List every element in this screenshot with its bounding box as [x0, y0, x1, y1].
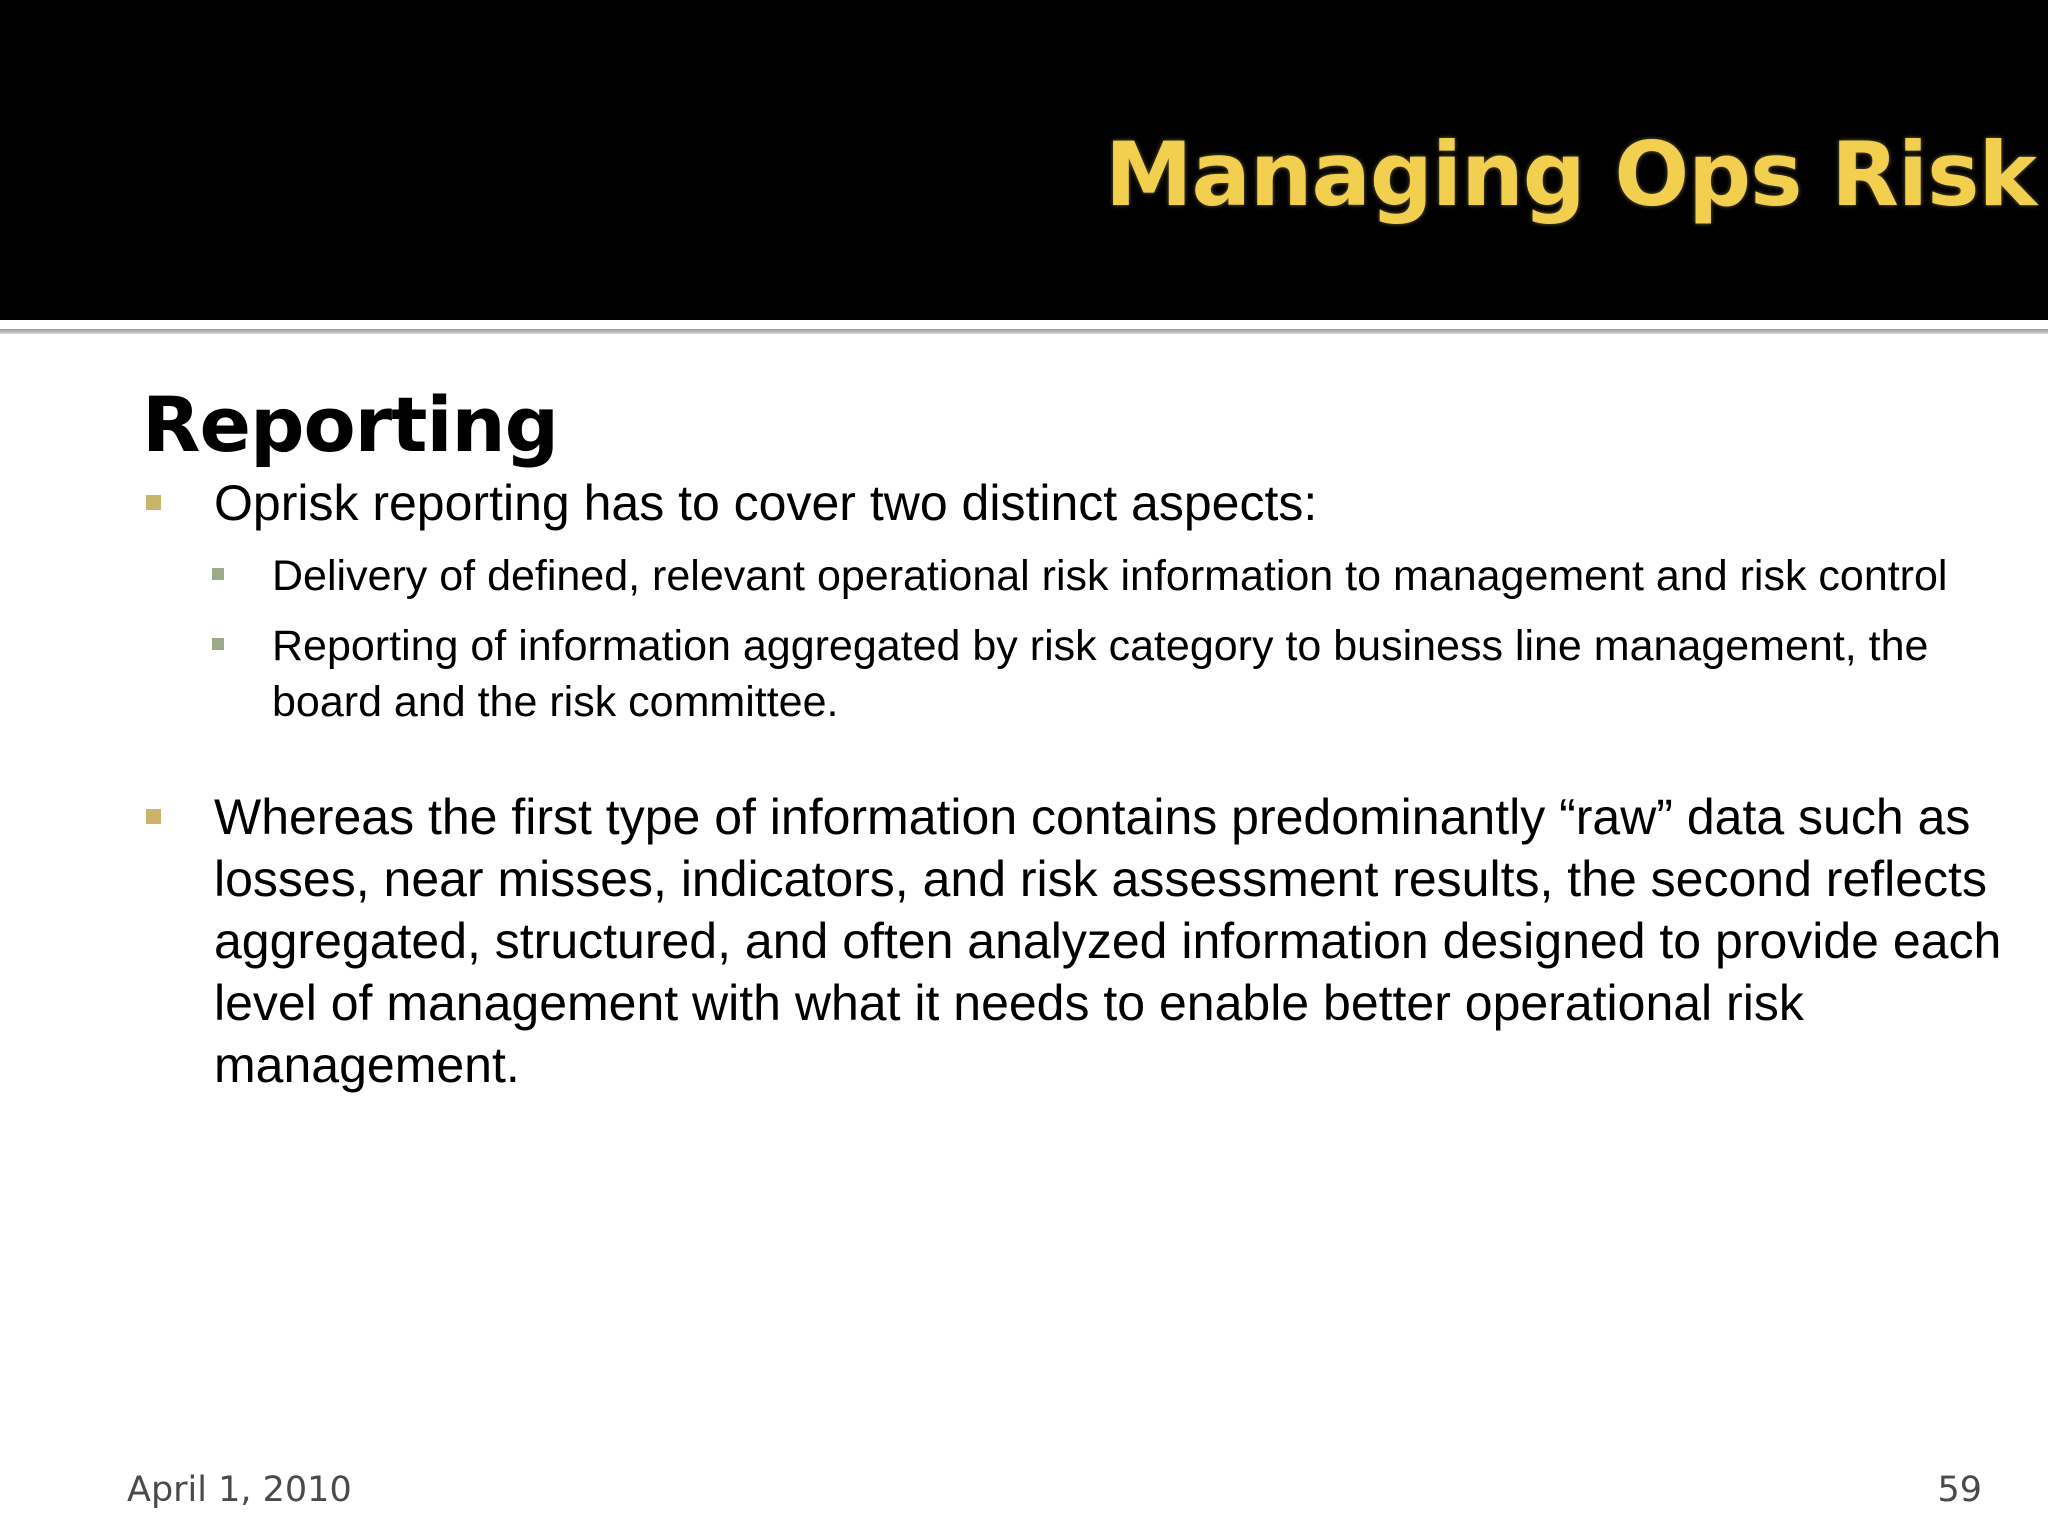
header-divider-grey	[0, 329, 2048, 334]
footer-page-number: 59	[1937, 1470, 1982, 1510]
slide-content	[142, 378, 2022, 1096]
sub-bullet-text-2: Reporting of information aggregated by risk category to business line management, the board and the risk committee.	[272, 622, 1929, 726]
sub-bullet-item-2	[207, 618, 2022, 730]
section-heading: Reporting	[142, 380, 559, 469]
sub-bullet-list	[142, 548, 2022, 730]
bullet-item-1	[142, 472, 2022, 534]
slide-title: Managing Ops Risk	[1104, 123, 2036, 226]
bullet-text-2: Whereas the first type of information contains predominantly “raw” data such as losses, near misses, indicators, and risk assessment results, the second reflects aggregated, structured, and often analyzed information designed to provide each level of management with what it needs to enable better operational risk management.	[214, 789, 2002, 1093]
sub-bullet-item-1	[207, 548, 2022, 604]
square-bullet-icon	[212, 638, 224, 650]
footer-date: April 1, 2010	[127, 1470, 352, 1510]
bullet-item-2	[142, 786, 2022, 1096]
square-bullet-icon	[146, 809, 161, 824]
bullet-text-1: Oprisk reporting has to cover two distinct aspects:	[214, 475, 1318, 531]
header-divider-white	[0, 320, 2048, 329]
square-bullet-icon	[212, 568, 224, 580]
sub-bullet-text-1: Delivery of defined, relevant operational risk information to management and risk control	[272, 552, 1948, 600]
square-bullet-icon	[146, 495, 161, 510]
header-band	[0, 0, 2048, 320]
